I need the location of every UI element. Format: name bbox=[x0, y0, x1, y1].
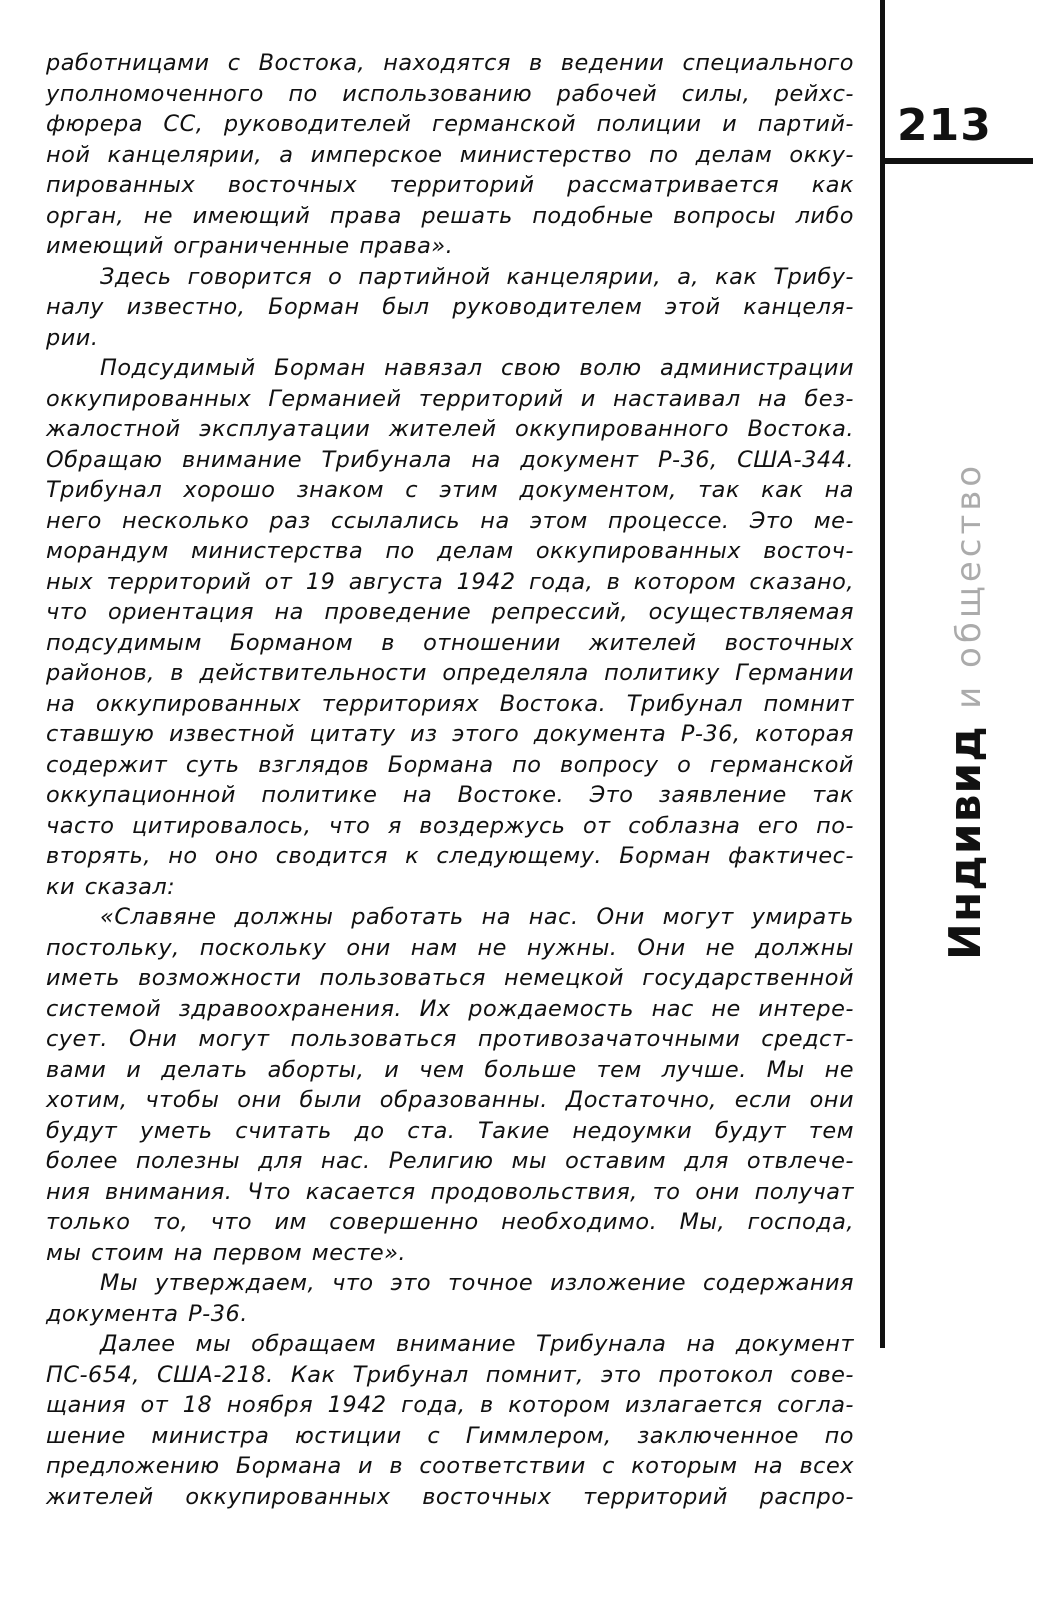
text-line: документа Р-36. bbox=[46, 1300, 248, 1327]
text-line: шение министра юстиции с Гиммлером, заключенное по bbox=[46, 1422, 854, 1449]
text-line: пированных восточных территорий рассматривается как bbox=[46, 172, 854, 198]
body-text bbox=[46, 48, 854, 1512]
text-line: оккупационной политике на Востоке. Это заявление так bbox=[46, 782, 854, 808]
text-line: ной канцелярии, а имперское министерство по делам окку- bbox=[46, 141, 854, 168]
horizontal-rule bbox=[885, 158, 1033, 164]
text-line: часто цитировалось, что я воздержусь от соблазна его по- bbox=[46, 812, 854, 839]
text-line: Здесь говорится о партийной канцелярии, а, как Трибу- bbox=[100, 263, 854, 290]
text-line: имеющий ограниченные права». bbox=[46, 233, 454, 259]
text-line: морандум министерства по делам оккупированных восточ- bbox=[46, 538, 854, 564]
text-line: хотим, чтобы они были образованны. Достаточно, если они bbox=[46, 1087, 854, 1113]
text-line: сует. Они могут пользоваться противозачаточными средст- bbox=[46, 1026, 854, 1052]
text-line: жалостной эксплуатации жителей оккупированного Востока. bbox=[46, 416, 854, 442]
text-line: Подсудимый Борман навязал свою волю администрации bbox=[100, 355, 854, 381]
text-line: вторять, но оно сводится к следующему. Борман фактичес- bbox=[46, 843, 854, 869]
text-line: Обращаю внимание Трибунала на документ Р-36, США-344. bbox=[46, 446, 854, 473]
text-line: ки сказал: bbox=[46, 873, 176, 900]
text-line: оккупированных Германией территорий и настаивал на без- bbox=[46, 385, 854, 412]
text-line: Трибунал хорошо знаком с этим документом, так как на bbox=[46, 477, 854, 503]
side-title-faint-text: и общество bbox=[949, 461, 989, 709]
text-line: предложению Бормана и в соответствии с которым на всех bbox=[46, 1453, 854, 1479]
text-line: мы стоим на первом месте». bbox=[46, 1239, 407, 1266]
text-line: районов, в действительности определяла политику Германии bbox=[46, 660, 854, 686]
text-line: более полезны для нас. Религию мы оставим для отвлече- bbox=[46, 1148, 854, 1174]
text-line: системой здравоохранения. Их рождаемость нас не интере- bbox=[46, 995, 854, 1022]
side-running-title bbox=[940, 462, 991, 960]
text-line: иметь возможности пользоваться немецкой государственной bbox=[46, 965, 854, 991]
text-line: налу известно, Борман был руководителем этой канцеля- bbox=[46, 294, 854, 320]
text-line: щания от 18 ноября 1942 года, в котором излагается согла- bbox=[46, 1392, 854, 1418]
text-line: на оккупированных территориях Востока. Трибунал помнит bbox=[46, 690, 854, 717]
side-title-text: Индивид bbox=[940, 725, 991, 960]
text-line: фюрера СС, руководителей германской полиции и партий- bbox=[46, 111, 854, 137]
text-line: ПС-654, США-218. Как Трибунал помнит, это протокол сове- bbox=[46, 1361, 854, 1388]
text-line: ния внимания. Что касается продовольствия, то они получат bbox=[46, 1178, 854, 1205]
text-line: орган, не имеющий права решать подобные вопросы либо bbox=[46, 202, 854, 229]
text-line: только то, что им совершенно необходимо. Мы, господа, bbox=[46, 1209, 854, 1235]
text-line: постольку, поскольку они нам не нужны. Они не должны bbox=[46, 934, 854, 961]
text-line: «Славяне должны работать на нас. Они могут умирать bbox=[100, 904, 854, 930]
text-line: уполномоченного по использованию рабочей силы, рейхс- bbox=[46, 80, 854, 107]
text-line: ставшую известной цитату из этого документа Р-36, которая bbox=[46, 721, 854, 747]
text-line: него несколько раз ссылались на этом процессе. Это ме- bbox=[46, 507, 854, 534]
text-line: Далее мы обращаем внимание Трибунала на документ bbox=[100, 1331, 854, 1357]
text-line: содержит суть взглядов Бормана по вопросу о германской bbox=[46, 751, 854, 778]
text-line: ных территорий от 19 августа 1942 года, в котором сказано, bbox=[46, 568, 854, 595]
text-line: Мы утверждаем, что это точное изложение содержания bbox=[100, 1270, 854, 1296]
text-line: вами и делать аборты, и чем больше тем лучше. Мы не bbox=[46, 1056, 854, 1083]
page-number: 213 bbox=[897, 100, 992, 151]
vertical-rule bbox=[880, 0, 885, 1348]
text-line: рии. bbox=[46, 324, 99, 351]
text-line: жителей оккупированных восточных территорий распро- bbox=[46, 1483, 854, 1510]
text-line: работницами с Востока, находятся в ведении специального bbox=[46, 50, 854, 76]
text-line: что ориентация на проведение репрессий, осуществляемая bbox=[46, 599, 854, 625]
text-line: подсудимым Борманом в отношении жителей восточных bbox=[46, 629, 854, 656]
text-line: будут уметь считать до ста. Такие недоумки будут тем bbox=[46, 1117, 854, 1144]
